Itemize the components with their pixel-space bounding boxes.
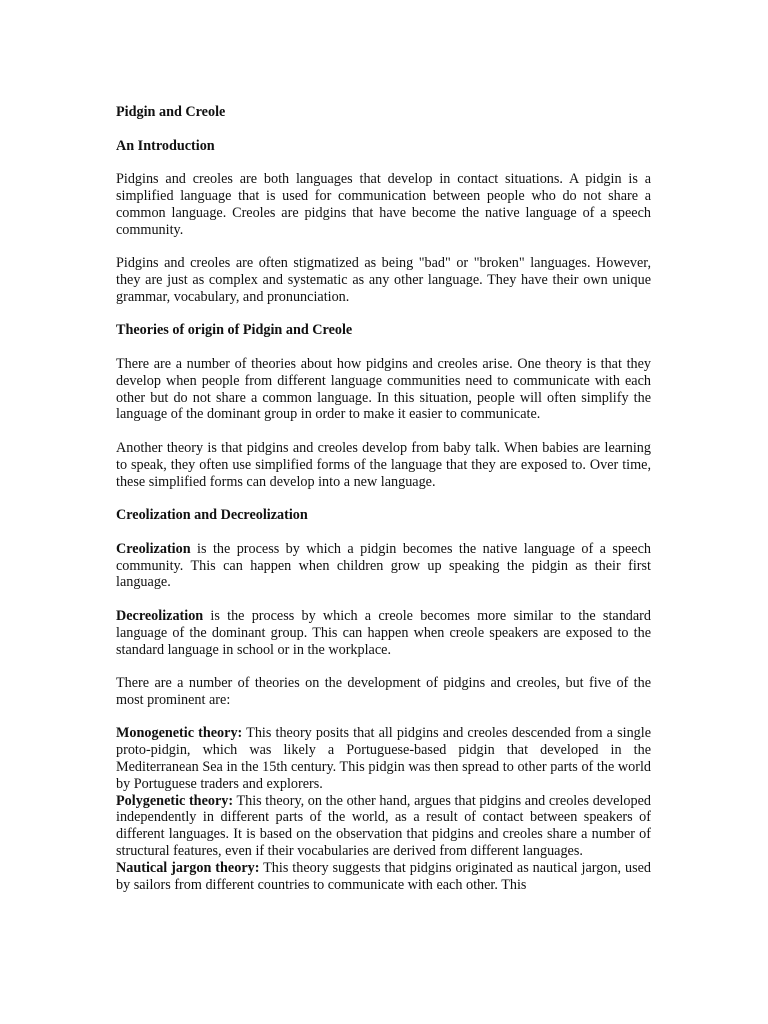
paragraph-monogenetic-theory xyxy=(116,725,651,792)
monogenetic-description: This theory posits that all pidgins and creoles descended from a single proto-pidgin, which was likely a Portuguese-based pidgin that developed in the Mediterranean Sea in the 15th century. This pidgin was then spread to other parts of the world by Portuguese traders and explorers. xyxy=(116,725,651,792)
paragraph-intro-1: Pidgins and creoles are both languages that develop in contact situations. A pidgin is a simplified language that is used for communication between people who do not share a common language. Creoles are pidgins that have become the native language of a speech community. xyxy=(116,171,651,238)
document-title: Pidgin and Creole xyxy=(116,104,226,120)
term-monogenetic: Monogenetic theory: xyxy=(116,725,243,742)
paragraph-polygenetic-theory xyxy=(116,793,651,860)
polygenetic-description: This theory, on the other hand, argues that pidgins and creoles developed independently in different parts of the world, as a result of contact between speakers of different languages. It is based on the observation that pidgins and creoles share a number of structural features, even if their vocabularies are derived from different languages. xyxy=(116,792,651,860)
term-nautical-jargon: Nautical jargon theory: xyxy=(116,859,260,876)
paragraph-creolization xyxy=(116,541,651,591)
paragraph-development-intro: There are a number of theories on the development of pidgins and creoles, but five of the most prominent are: xyxy=(116,675,651,708)
paragraph-nautical-jargon-theory xyxy=(116,860,651,894)
section-heading-theories-origin: Theories of origin of Pidgin and Creole xyxy=(116,322,353,339)
term-decreolization: Decreolization xyxy=(116,607,204,624)
decreolization-definition: is the process by which a creole becomes more similar to the standard language of the dominant group. This can happen when creole speakers are exposed to the standard language in school or in the workplace. xyxy=(116,607,651,658)
nautical-jargon-description: This theory suggests that pidgins originated as nautical jargon, used by sailors from different countries to communicate with each other. This xyxy=(116,859,651,893)
section-heading-creolization: Creolization and Decreolization xyxy=(116,507,308,524)
section-heading-introduction: An Introduction xyxy=(116,137,215,154)
paragraph-theories-1: There are a number of theories about how pidgins and creoles arise. One theory is that they develop when people from different language communities need to communicate with each other but do not share a common language. In this situation, people will often simplify the language of the dominant group in order to make it easier to communicate. xyxy=(116,355,651,423)
document-body xyxy=(116,104,651,893)
paragraph-decreolization xyxy=(116,608,651,658)
term-polygenetic: Polygenetic theory: xyxy=(116,792,234,809)
creolization-definition: is the process by which a pidgin becomes the native language of a speech community. This can happen when children grow up speaking the pidgin as their first language. xyxy=(116,540,651,591)
term-creolization: Creolization xyxy=(116,540,191,557)
paragraph-intro-2: Pidgins and creoles are often stigmatized as being "bad" or "broken" languages. However, they are just as complex and systematic as any other language. They have their own unique grammar, vocabulary, and pronunciation. xyxy=(116,255,651,305)
paragraph-theories-2: Another theory is that pidgins and creoles develop from baby talk. When babies are learning to speak, they often use simplified forms of the language that they are exposed to. Over time, these simplified forms can develop into a new language. xyxy=(116,439,651,490)
